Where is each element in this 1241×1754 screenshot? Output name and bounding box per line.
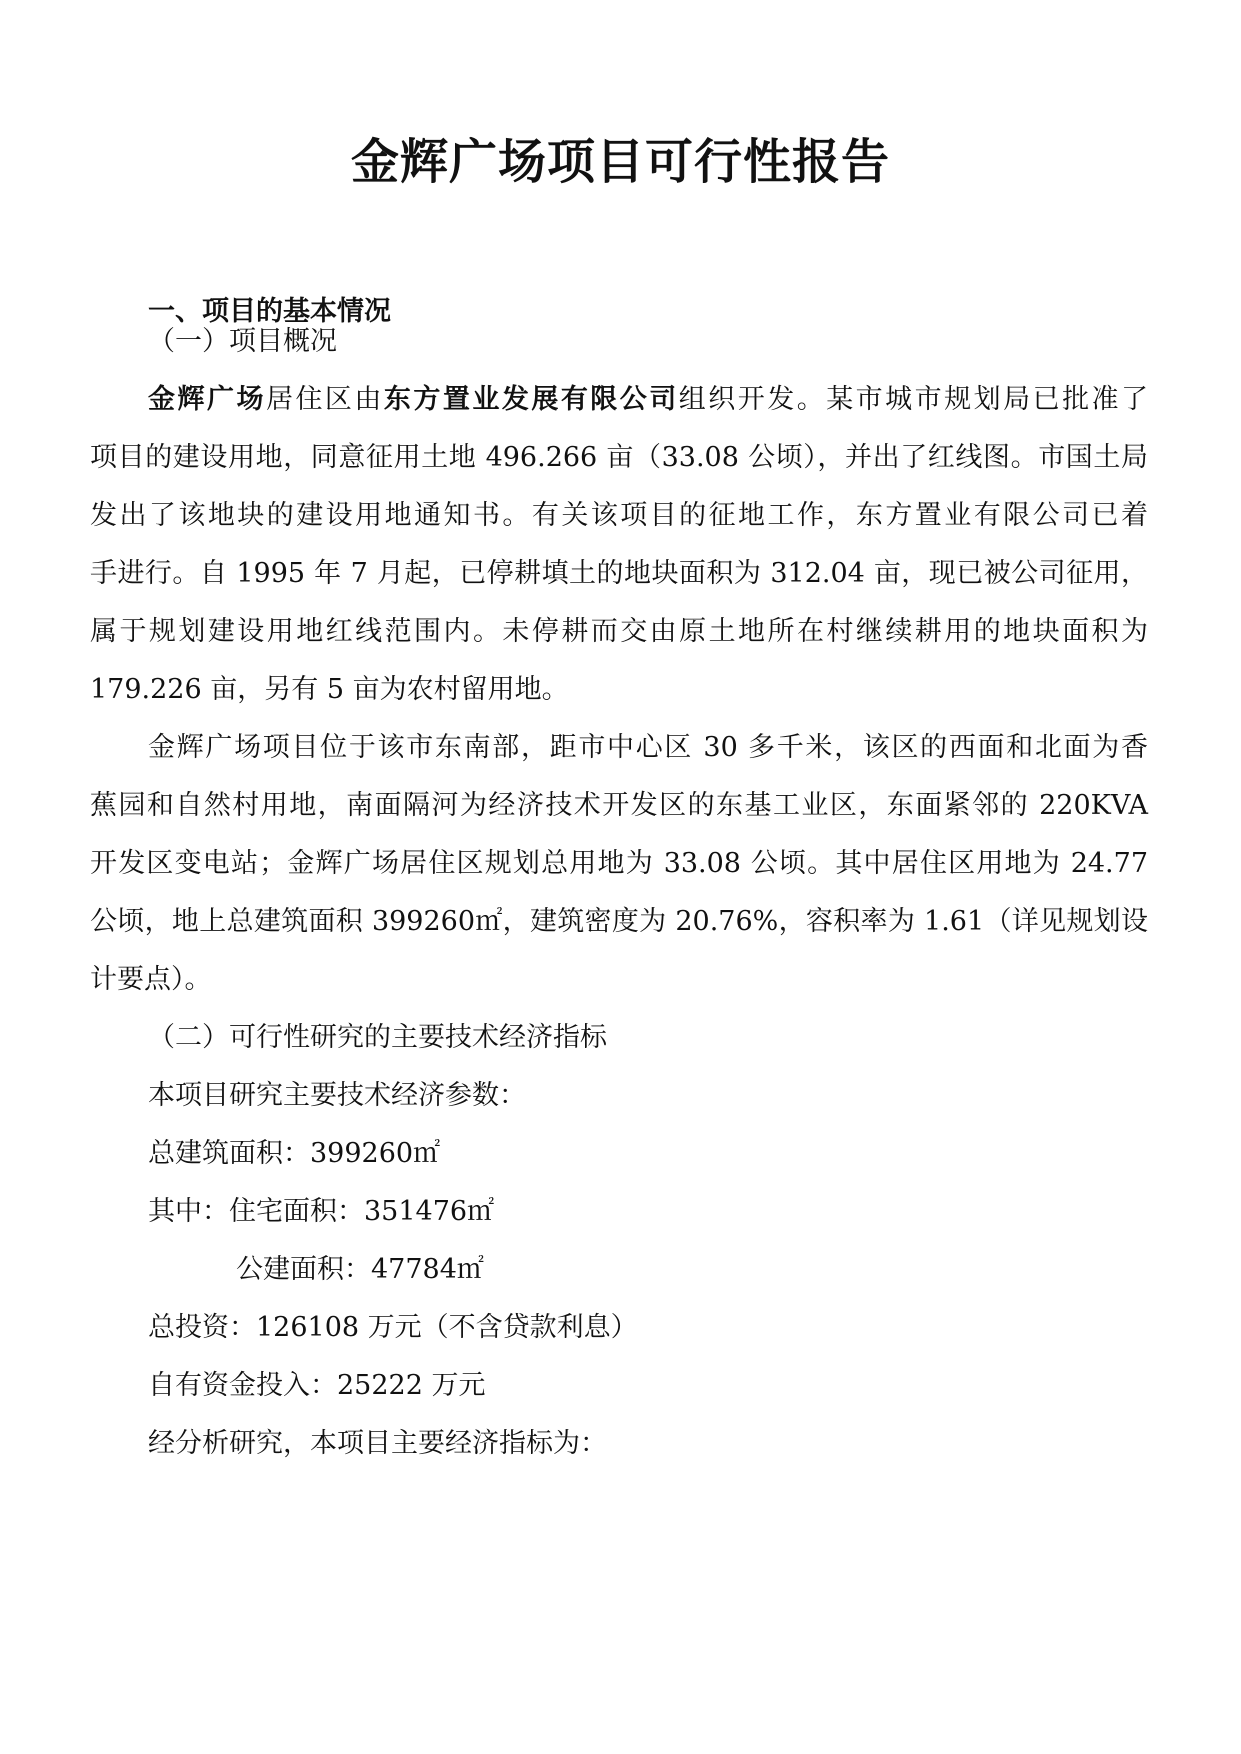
paragraph-1-line-3: 发出了该地块的建设用地通知书。有关该项目的征地工作，东方置业有限公司已着 bbox=[90, 500, 1148, 531]
paragraph-2-line-2: 蕉园和自然村用地，南面隔河为经济技术开发区的东基工业区，东面紧邻的 220KVA bbox=[90, 790, 1148, 821]
public-building-area: 公建面积：47784㎡ bbox=[236, 1254, 484, 1285]
project-name-bold: 金辉广场 bbox=[148, 384, 266, 415]
own-funds: 自有资金投入：25222 万元 bbox=[148, 1370, 486, 1401]
residential-area: 其中：住宅面积：351476㎡ bbox=[148, 1196, 495, 1227]
paragraph-2-line-4: 公顷，地上总建筑面积 399260㎡，建筑密度为 20.76%，容积率为 1.61（详见规划设 bbox=[90, 906, 1148, 937]
paragraph-1-line-5: 属于规划建设用地红线范围内。未停耕而交由原土地所在村继续耕用的地块面积为 bbox=[90, 616, 1148, 647]
paragraph-2-line-1: 金辉广场项目位于该市东南部，距市中心区 30 多千米，该区的西面和北面为香 bbox=[148, 732, 1148, 763]
paragraph-1-line-6: 179.226 亩，另有 5 亩为农村留用地。 bbox=[90, 674, 569, 705]
paragraph-1-line-4: 手进行。自 1995 年 7 月起，已停耕填土的地块面积为 312.04 亩，现已被公司征用， bbox=[90, 558, 1148, 589]
company-name-bold: 东方置业发展有限公司 bbox=[383, 384, 679, 415]
subsection-heading-overview: （一）项目概况 bbox=[148, 326, 337, 357]
paragraph-2-line-5: 计要点）。 bbox=[90, 964, 212, 995]
paragraph-2-line-3: 开发区变电站；金辉广场居住区规划总用地为 33.08 公顷。其中居住区用地为 24.77 bbox=[90, 848, 1148, 879]
subsection-heading-indicators: （二）可行性研究的主要技术经济指标 bbox=[148, 1022, 607, 1053]
document-title: 金辉广场项目可行性报告 bbox=[350, 134, 890, 190]
total-investment: 总投资：126108 万元（不含贷款利息） bbox=[148, 1312, 638, 1343]
paragraph-1-line-1: 金辉广场居住区由东方置业发展有限公司组织开发。某市城市规划局已批准了 bbox=[148, 384, 1149, 415]
section-heading-basic-info: 一、项目的基本情况 bbox=[148, 296, 391, 327]
total-building-area: 总建筑面积：399260㎡ bbox=[148, 1138, 441, 1169]
analysis-intro: 经分析研究，本项目主要经济指标为： bbox=[148, 1428, 607, 1459]
indicators-intro: 本项目研究主要技术经济参数： bbox=[148, 1080, 526, 1111]
paragraph-1-line-2: 项目的建设用地，同意征用土地 496.266 亩（33.08 公顷），并出了红线图。市国土局 bbox=[90, 442, 1148, 473]
